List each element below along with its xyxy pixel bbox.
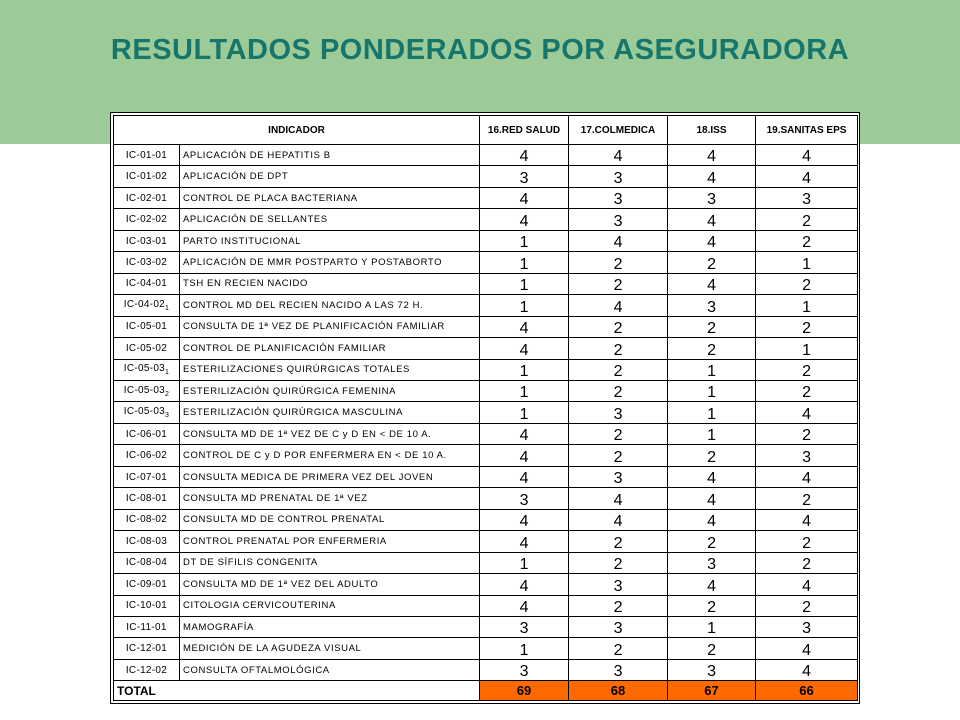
score-cell: 4: [668, 145, 756, 166]
table-row: [114, 595, 858, 616]
indicator-code-text: IC-02-02: [125, 214, 168, 226]
indicator-code-text: IC-05-03: [123, 406, 166, 418]
score-cell: 3: [569, 466, 668, 487]
indicator-name: CONTROL DE PLACA BACTERIANA: [180, 187, 480, 208]
score-cell: 2: [569, 445, 668, 466]
score-cell: 4: [668, 209, 756, 230]
score-cell: 2: [569, 552, 668, 573]
score-cell: 3: [480, 616, 569, 637]
indicator-code-text: IC-09-01: [125, 578, 168, 590]
table-row: [114, 466, 858, 487]
score-cell: 4: [668, 488, 756, 509]
indicator-code: [114, 595, 180, 616]
score-cell: 4: [756, 638, 858, 659]
table-row: [114, 316, 858, 337]
indicator-name: CONSULTA MD PRENATAL DE 1ª VEZ: [180, 488, 480, 509]
page-title: RESULTADOS PONDERADOS POR ASEGURADORA: [110, 34, 850, 66]
score-cell: 2: [569, 638, 668, 659]
score-cell: 4: [756, 574, 858, 595]
score-cell: 3: [756, 445, 858, 466]
score-cell: 1: [480, 230, 569, 251]
score-cell: 2: [569, 252, 668, 273]
score-cell: 2: [756, 273, 858, 294]
indicator-code-text: IC-08-03: [125, 535, 168, 547]
score-cell: 3: [569, 659, 668, 680]
score-cell: 1: [480, 402, 569, 423]
table-row: [114, 531, 858, 552]
score-cell: 4: [569, 230, 668, 251]
table-row: [114, 359, 858, 380]
indicator-code: [114, 509, 180, 530]
score-cell: 1: [668, 359, 756, 380]
indicator-name: APLICACIÓN DE SELLANTES: [180, 209, 480, 230]
indicator-code-text: IC-03-02: [125, 256, 168, 268]
table-row: [114, 295, 858, 316]
table-row: [114, 659, 858, 680]
header-insurer: 16.RED SALUD: [480, 116, 569, 145]
score-cell: 3: [668, 659, 756, 680]
indicator-code-text: IC-05-02: [125, 342, 168, 354]
score-cell: 4: [480, 187, 569, 208]
score-cell: 3: [668, 552, 756, 573]
indicator-code-subscript: 2: [165, 390, 170, 398]
indicator-code: [114, 659, 180, 680]
indicator-code-text: IC-02-01: [125, 192, 168, 204]
score-cell: 2: [569, 531, 668, 552]
score-cell: 4: [480, 423, 569, 444]
indicator-code: [114, 531, 180, 552]
score-cell: 1: [480, 273, 569, 294]
score-cell: 3: [668, 187, 756, 208]
indicator-code-subscript: 1: [165, 369, 170, 377]
indicator-code: [114, 638, 180, 659]
score-cell: 2: [668, 638, 756, 659]
indicator-code: [114, 466, 180, 487]
score-cell: 4: [756, 145, 858, 166]
indicator-code-subscript: 1: [165, 304, 170, 312]
indicator-name: CONTROL DE C y D POR ENFERMERA EN < DE 10 A.: [180, 445, 480, 466]
score-cell: 4: [668, 230, 756, 251]
indicator-name: CONSULTA MD DE 1ª VEZ DEL ADULTO: [180, 574, 480, 595]
score-cell: 4: [480, 466, 569, 487]
score-cell: 1: [480, 380, 569, 401]
score-cell: 2: [569, 423, 668, 444]
table-row: [114, 145, 858, 166]
score-cell: 4: [569, 488, 668, 509]
indicator-code-text: IC-06-01: [125, 428, 168, 440]
table-row: [114, 445, 858, 466]
score-cell: 4: [480, 316, 569, 337]
table-row: [114, 273, 858, 294]
score-cell: 4: [480, 531, 569, 552]
indicator-code: [114, 445, 180, 466]
score-cell: 2: [756, 552, 858, 573]
table-row: [114, 574, 858, 595]
score-cell: 4: [756, 466, 858, 487]
indicator-code-text: IC-05-03: [123, 363, 166, 375]
indicator-code-text: IC-08-01: [125, 492, 168, 504]
indicator-code-text: IC-11-01: [126, 621, 167, 633]
total-row: [114, 681, 858, 701]
indicator-code-text: IC-03-01: [125, 235, 168, 247]
indicator-code: [114, 145, 180, 166]
score-cell: 2: [569, 316, 668, 337]
score-cell: 2: [756, 488, 858, 509]
indicator-code: [114, 423, 180, 444]
score-cell: 2: [668, 445, 756, 466]
indicator-code-text: IC-04-01: [125, 278, 168, 290]
indicator-code: [114, 209, 180, 230]
score-cell: 1: [480, 252, 569, 273]
indicator-code-text: IC-10-01: [125, 600, 168, 612]
indicator-code: [114, 574, 180, 595]
indicator-name: MAMOGRAFÍA: [180, 616, 480, 637]
score-cell: 3: [480, 488, 569, 509]
score-cell: 2: [569, 359, 668, 380]
indicator-name: APLICACIÓN DE DPT: [180, 166, 480, 187]
score-cell: 4: [668, 166, 756, 187]
score-cell: 1: [480, 359, 569, 380]
indicator-name: ESTERILIZACIÓN QUIRÚRGICA FEMENINA: [180, 380, 480, 401]
score-cell: 3: [569, 166, 668, 187]
total-value: 69: [480, 681, 569, 701]
indicator-code: [114, 316, 180, 337]
indicator-code: [114, 552, 180, 573]
table-row: [114, 252, 858, 273]
table-row: [114, 338, 858, 359]
score-cell: 2: [756, 531, 858, 552]
indicator-code-text: IC-05-03: [123, 384, 166, 396]
score-cell: 4: [480, 509, 569, 530]
table-row: [114, 166, 858, 187]
score-cell: 1: [480, 638, 569, 659]
score-cell: 3: [480, 659, 569, 680]
score-cell: 1: [756, 252, 858, 273]
total-value: 66: [756, 681, 858, 701]
indicator-code: [114, 295, 180, 316]
score-cell: 4: [480, 595, 569, 616]
score-cell: 3: [569, 402, 668, 423]
results-table: [113, 115, 858, 701]
indicator-name: ESTERILIZACIONES QUIRÚRGICAS TOTALES: [180, 359, 480, 380]
indicator-name: TSH EN RECIEN NACIDO: [180, 273, 480, 294]
indicator-code: [114, 166, 180, 187]
indicator-code: [114, 338, 180, 359]
table-row: [114, 423, 858, 444]
score-cell: 2: [668, 531, 756, 552]
indicator-code: [114, 187, 180, 208]
score-cell: 2: [668, 252, 756, 273]
indicator-name: CONSULTA MD DE 1ª VEZ DE C y D EN < DE 10 A.: [180, 423, 480, 444]
score-cell: 1: [480, 295, 569, 316]
score-cell: 4: [480, 209, 569, 230]
score-cell: 2: [569, 595, 668, 616]
score-cell: 2: [756, 380, 858, 401]
table-row: [114, 616, 858, 637]
indicator-name: CONTROL MD DEL RECIEN NACIDO A LAS 72 H.: [180, 295, 480, 316]
score-cell: 4: [756, 659, 858, 680]
header-insurer: 17.COLMEDICA: [569, 116, 668, 145]
indicator-code: [114, 488, 180, 509]
table-row: [114, 209, 858, 230]
table-row: [114, 552, 858, 573]
score-cell: 4: [480, 445, 569, 466]
table-row: [114, 509, 858, 530]
indicator-code-text: IC-01-02: [125, 171, 168, 183]
total-value: 67: [668, 681, 756, 701]
score-cell: 4: [668, 273, 756, 294]
score-cell: 2: [756, 595, 858, 616]
score-cell: 4: [480, 145, 569, 166]
score-cell: 3: [756, 616, 858, 637]
indicator-code: [114, 273, 180, 294]
score-cell: 2: [756, 423, 858, 444]
score-cell: 1: [756, 295, 858, 316]
score-cell: 1: [480, 552, 569, 573]
score-cell: 1: [668, 616, 756, 637]
score-cell: 4: [480, 574, 569, 595]
indicator-name: CONTROL PRENATAL POR ENFERMERIA: [180, 531, 480, 552]
table-row: [114, 402, 858, 423]
score-cell: 3: [569, 209, 668, 230]
score-cell: 2: [756, 316, 858, 337]
indicator-name: CONSULTA OFTALMOLÓGICA: [180, 659, 480, 680]
indicator-name: MEDICIÓN DE LA AGUDEZA VISUAL: [180, 638, 480, 659]
score-cell: 1: [668, 402, 756, 423]
table-row: [114, 380, 858, 401]
indicator-name: APLICACIÓN DE HEPATITIS B: [180, 145, 480, 166]
indicator-code: [114, 252, 180, 273]
score-cell: 1: [756, 338, 858, 359]
score-cell: 3: [480, 166, 569, 187]
score-cell: 1: [668, 380, 756, 401]
score-cell: 2: [569, 380, 668, 401]
score-cell: 2: [569, 273, 668, 294]
table-row: [114, 230, 858, 251]
header-insurer: 19.SANITAS EPS: [756, 116, 858, 145]
indicator-code-text: IC-04-02: [123, 298, 166, 310]
score-cell: 4: [668, 509, 756, 530]
indicator-name: CONSULTA DE 1ª VEZ DE PLANIFICACIÓN FAMILIAR: [180, 316, 480, 337]
indicator-code-text: IC-01-01: [125, 149, 168, 161]
indicator-name: ESTERILIZACIÓN QUIRÚRGICA MASCULINA: [180, 402, 480, 423]
indicator-name: CONTROL DE PLANIFICACIÓN FAMILIAR: [180, 338, 480, 359]
score-cell: 4: [756, 166, 858, 187]
indicator-code-text: IC-12-01: [125, 643, 168, 655]
score-cell: 4: [756, 402, 858, 423]
table-row: [114, 488, 858, 509]
score-cell: 3: [569, 616, 668, 637]
score-cell: 2: [668, 595, 756, 616]
table-row: [114, 638, 858, 659]
score-cell: 4: [668, 466, 756, 487]
score-cell: 4: [480, 338, 569, 359]
indicator-code: [114, 402, 180, 423]
score-cell: 1: [668, 423, 756, 444]
indicator-code-subscript: 3: [165, 412, 170, 420]
indicator-name: CONSULTA MEDICA DE PRIMERA VEZ DEL JOVEN: [180, 466, 480, 487]
table-row: [114, 187, 858, 208]
indicator-name: APLICACIÓN DE MMR POSTPARTO Y POSTABORTO: [180, 252, 480, 273]
indicator-name: DT DE SÍFILIS CONGENITA: [180, 552, 480, 573]
indicator-code-text: IC-12-02: [125, 664, 168, 676]
score-cell: 4: [569, 509, 668, 530]
results-table-frame: [110, 112, 860, 704]
indicator-name: PARTO INSTITUCIONAL: [180, 230, 480, 251]
score-cell: 3: [569, 574, 668, 595]
indicator-code: [114, 359, 180, 380]
header-insurer: 18.ISS: [668, 116, 756, 145]
score-cell: 2: [756, 359, 858, 380]
indicator-code-text: IC-08-04: [125, 557, 168, 569]
total-value: 68: [569, 681, 668, 701]
indicator-code-text: IC-08-02: [125, 514, 168, 526]
score-cell: 4: [756, 509, 858, 530]
indicator-code: [114, 230, 180, 251]
indicator-name: CONSULTA MD DE CONTROL PRENATAL: [180, 509, 480, 530]
score-cell: 4: [668, 574, 756, 595]
score-cell: 2: [756, 209, 858, 230]
score-cell: 3: [756, 187, 858, 208]
indicator-code-text: IC-07-01: [125, 471, 168, 483]
indicator-code-text: IC-06-02: [125, 450, 168, 462]
header-indicator: INDICADOR: [114, 116, 480, 145]
score-cell: 2: [756, 230, 858, 251]
indicator-name: CITOLOGIA CERVICOUTERINA: [180, 595, 480, 616]
indicator-code-text: IC-05-01: [125, 321, 168, 333]
table-header-row: [114, 116, 858, 145]
score-cell: 2: [668, 338, 756, 359]
score-cell: 4: [569, 145, 668, 166]
score-cell: 3: [569, 187, 668, 208]
indicator-code: [114, 616, 180, 637]
score-cell: 4: [569, 295, 668, 316]
score-cell: 2: [668, 316, 756, 337]
score-cell: 3: [668, 295, 756, 316]
total-label: TOTAL: [114, 681, 480, 701]
score-cell: 2: [569, 338, 668, 359]
indicator-code: [114, 380, 180, 401]
